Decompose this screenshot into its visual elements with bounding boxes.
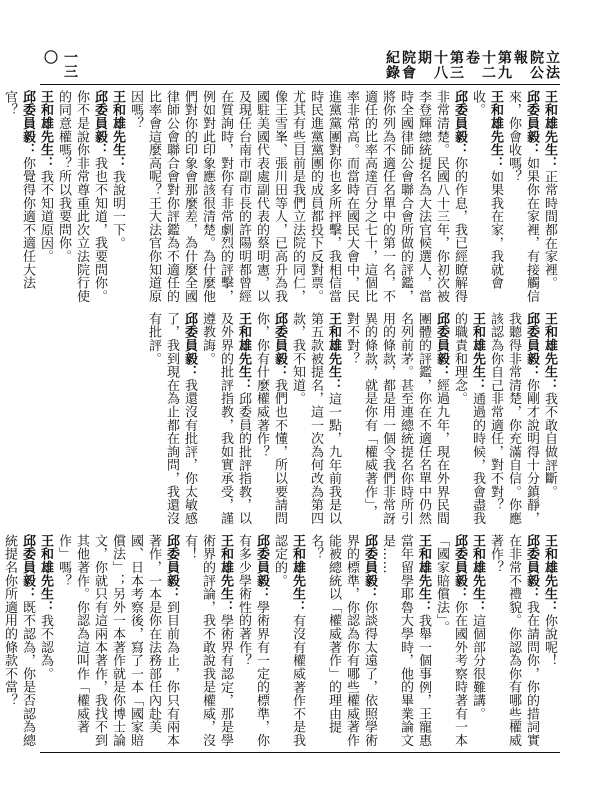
speaker-name: 王和雄先生： (38, 534, 53, 614)
dialogue-paragraph (342, 312, 450, 530)
page-number: 一三〇 (42, 50, 78, 78)
speech-text: 如果我在家，我就會收。 (470, 90, 503, 290)
speaker-name: 邱委員毅： (164, 534, 179, 601)
speech-text: 到目前為止，你只有兩本著作，一本是你在法務部任內赴美國、日本考察後，寫了一本「國家賠償法」；另外一本著作就是你博士論文，你就只有這兩本著作，我找不到其他著作。你認為這叫作「權威著作」嗎？ (56, 534, 179, 747)
speech-text: 通過的時候，我會盡我的職責和理念。 (452, 312, 485, 525)
speech-text: 邱委員的批評指教，以及外界的批評指教，我如實承受，謹遵教誨。 (200, 312, 251, 525)
speech-text: 學術界有一定的標準，你有多少學術性的著作？ (236, 534, 269, 747)
dialogue-paragraph (468, 90, 504, 308)
speaker-name: 王和雄先生： (542, 312, 557, 392)
speech-text: 這一點，九年前我是以第五款被提名，這一次為何改為第四款，我不知道。 (290, 312, 341, 525)
dialogue-paragraph (540, 312, 558, 530)
speaker-name: 邱委員毅： (20, 534, 35, 601)
speaker-name: 王和雄先生： (470, 534, 485, 614)
dialogue-paragraph (504, 90, 540, 308)
speaker-name: 王和雄先生： (290, 534, 305, 614)
speaker-name: 王和雄先生： (542, 534, 557, 614)
dialogue-paragraph (450, 312, 486, 530)
speaker-name: 邱委員毅： (182, 312, 197, 379)
speech-text: 我舉一個事例，王寵惠當年留學耶魯大學時，他的畢業論文是…… (380, 534, 431, 747)
speaker-name: 邱委員毅： (434, 312, 449, 379)
dialogue-paragraph (36, 534, 54, 752)
dialogue-paragraph (126, 90, 468, 308)
speech-text: 有沒有權威著作不是我認定的。 (272, 534, 305, 747)
speaker-name: 邱委員毅： (524, 90, 539, 157)
speaker-name: 王和雄先生： (236, 312, 251, 392)
dialogue-paragraph (270, 534, 306, 752)
speech-text: 如果你在家裡，有接觸信來，你會收嗎？ (506, 90, 539, 303)
dialogue-paragraph (540, 90, 558, 308)
speech-text: 正常時間都在家裡。 (542, 169, 557, 290)
speaker-name: 邱委員毅： (452, 90, 467, 157)
dialogue-paragraph (54, 534, 180, 752)
speech-text: 你的作息，我已經瞭解得非常清楚。民國八十三年，你初次被李登輝總統提名為大法官候選人，當時全國律師公會聯合會所做的評鑑，將你列為不適任名單中的第一名，不適任的比率高達百分之七十，這個比率非常高。而當時在國民大會中，民進黨黨團對你也多所抨擊，我相信當時民進黨黨團的成員都投下反對票。尤其有些目前是我們立法院的同仁，像王雪峯、張川田等人，已高升為我國駐美國代表處副代表的蔡明憲，以及現任台南市副市長的許陽明都曾經在質詢時，對你有非常劇烈的評擊，例如對此印象應該很清楚。為什麼他們對你的印象會那麼差，為什麼全國律師公會聯合會對你評鑑為不適任的比率會這麼高呢？王大法官你知道原因嗎？ (128, 90, 467, 303)
speech-text: 我們也不懂，所以要請問你，你有什麼權威著作？ (254, 312, 287, 525)
speech-text: 這個部分很難講。 (470, 613, 485, 721)
dialogue-paragraph (234, 534, 270, 752)
dialogue-paragraph (0, 534, 36, 752)
text-tier-3 (2, 534, 558, 752)
speaker-name: 王和雄先生： (110, 90, 125, 170)
speaker-name: 王和雄先生： (218, 534, 233, 614)
dialogue-paragraph (144, 312, 198, 530)
dialogue-paragraph (0, 90, 36, 308)
speaker-name: 王和雄先生： (38, 90, 53, 170)
speaker-name: 邱委員毅： (272, 312, 287, 379)
page-header (40, 50, 560, 78)
dialogue-paragraph (288, 312, 342, 530)
speech-text: 我還沒有批評，你太敏感了，我到現在為止都在詢問，我還沒有批評。 (146, 312, 197, 525)
speaker-name: 邱委員毅： (362, 534, 377, 601)
dialogue-paragraph (486, 312, 540, 530)
speech-text: 你覺得你適不適任大法官？ (2, 90, 35, 290)
dialogue-paragraph (306, 534, 378, 752)
speech-text: 我也不知道，我要問你。你不是說你非常尊重此次立法院行使的同意權嗎？所以我要問你。 (56, 90, 107, 303)
speaker-name: 邱委員毅： (524, 534, 539, 601)
speech-text: 我不敢自做評斷。 (542, 391, 557, 499)
dialogue-paragraph (486, 534, 540, 752)
speech-text: 我說明一下。 (110, 169, 125, 250)
dialogue-paragraph (54, 90, 108, 308)
speaker-name: 邱委員毅： (524, 312, 539, 379)
dialogue-paragraph (378, 534, 432, 752)
speaker-name: 邱委員毅： (20, 90, 35, 157)
header-rule (40, 84, 560, 85)
speaker-name: 王和雄先生： (488, 90, 503, 170)
text-tier-1 (2, 90, 558, 308)
dialogue-paragraph (468, 534, 486, 752)
speech-text: 你在國外考察時著有一本「國家賠償法」。 (434, 534, 467, 747)
dialogue-paragraph (432, 534, 468, 752)
speaker-name: 邱委員毅： (452, 534, 467, 601)
footer-rule (40, 752, 560, 753)
tier-3-text (2, 534, 558, 752)
tier-1-text (2, 90, 558, 308)
speaker-name: 王和雄先生： (326, 312, 341, 392)
speaker-name: 王和雄先生： (470, 312, 485, 392)
tier-2-text (42, 312, 558, 530)
dialogue-paragraph (108, 90, 126, 308)
speech-text: 我不知道原因。 (38, 169, 53, 263)
gazette-title: 立法院公報 第九十二卷 第三十八期 院會紀錄 (384, 50, 560, 80)
speaker-name: 王和雄先生： (542, 90, 557, 170)
speech-text: 既不認為，你是否認為總統提名你所適用的條款不當？ (2, 534, 35, 747)
speech-text: 我在請問你，你的措詞實在非常不禮貌。你認為你有哪些權威著作？ (488, 534, 539, 747)
speech-text: 你說呢！ (542, 613, 557, 668)
speaker-name: 王和雄先生： (416, 534, 431, 614)
speech-text: 學術界有認定，那是學術界的評論，我不敢說我是權威，沒有！ (182, 534, 233, 747)
dialogue-paragraph (198, 312, 252, 530)
dialogue-paragraph (252, 312, 288, 530)
speech-text: 你剛才說明得十分鎮靜，我聽得非常清楚，你充滿自信。你應該認為你自己非常適任，對不對？ (488, 312, 539, 525)
dialogue-paragraph (180, 534, 234, 752)
speaker-name: 邱委員毅： (254, 534, 269, 601)
speech-text: 你談得太遠了，依照學術界的標準，你認為你有哪些權威著作能被總統以「權威著作」的理由提名？ (308, 534, 377, 747)
dialogue-paragraph (36, 90, 54, 308)
speaker-name: 邱委員毅： (92, 90, 107, 157)
speech-text: 經過九年，現在外界民間團體的評鑑，你在不適任名單中仍然名列前茅。甚至連總統提名你時所引用的條款，都是用一個令我們非常訝異的條款，就是你有「權威著作」，對不對？ (344, 312, 449, 525)
dialogue-paragraph (540, 534, 558, 752)
speech-text: 我不認為。 (38, 613, 53, 681)
text-tier-2 (42, 312, 558, 530)
